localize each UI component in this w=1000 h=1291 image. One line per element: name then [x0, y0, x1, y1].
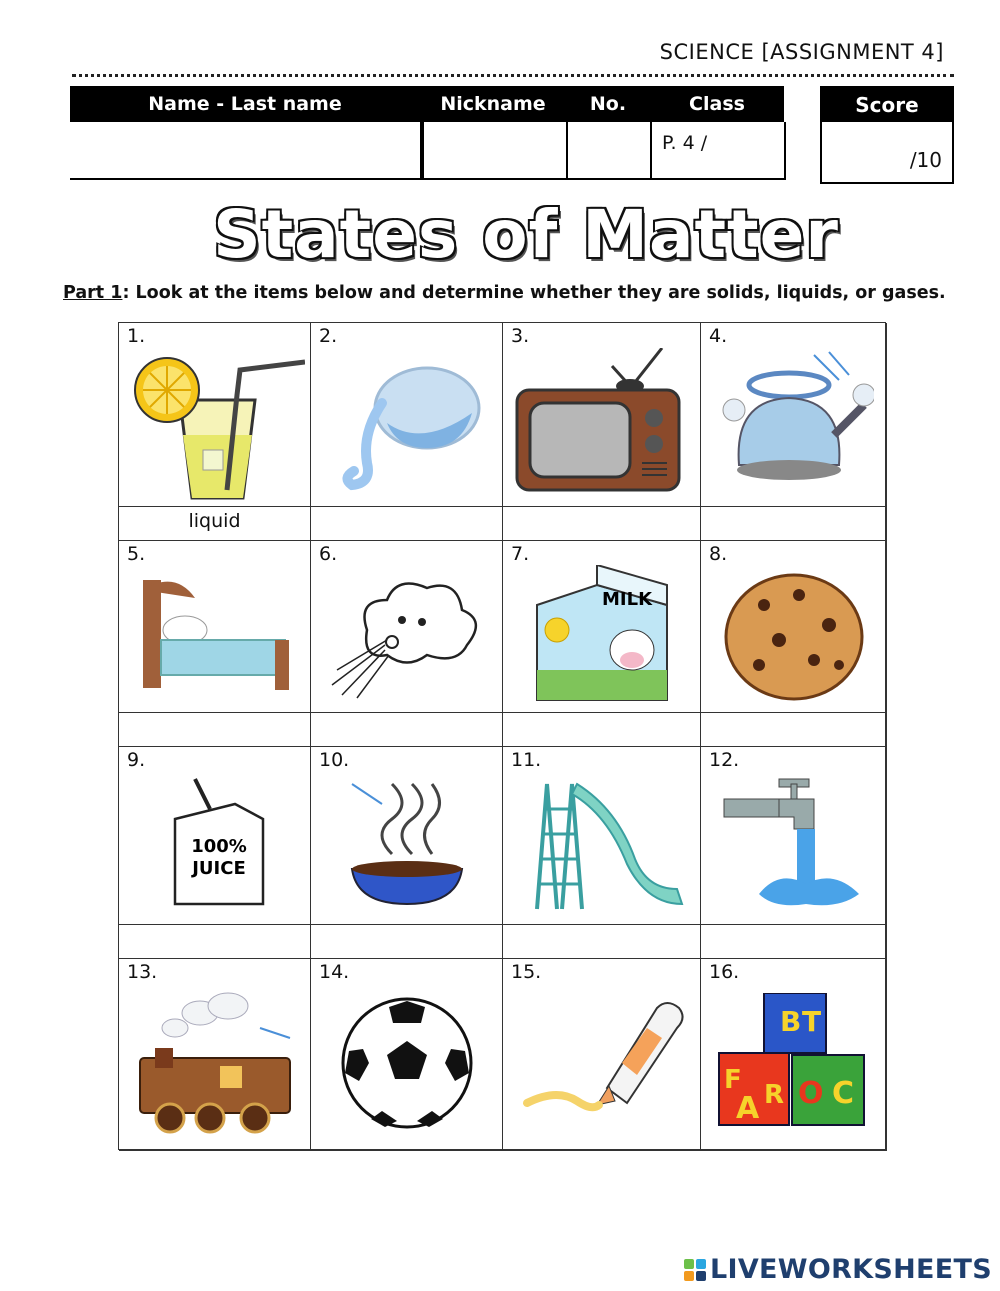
answer-field-11[interactable]	[503, 925, 701, 959]
page-title: States of Matter	[213, 196, 839, 273]
slide-icon	[517, 774, 687, 914]
item-cell-5	[119, 541, 311, 713]
television-icon	[512, 348, 692, 498]
juice-box-icon	[155, 774, 275, 914]
class-field[interactable]	[650, 122, 786, 180]
item-cell-14	[311, 959, 503, 1151]
item-cell-11	[503, 747, 701, 925]
instructions-part: Part 1	[63, 283, 123, 303]
answer-field-12[interactable]	[701, 925, 887, 959]
faucet-water-icon	[719, 774, 869, 914]
answer-field-5[interactable]	[119, 713, 311, 747]
block-letter: C	[831, 1075, 854, 1111]
pouring-water-icon	[332, 353, 482, 493]
course-label: SCIENCE [ASSIGNMENT 4]	[659, 40, 944, 64]
item-cell-1	[119, 323, 311, 507]
answer-field-6[interactable]	[311, 713, 503, 747]
item-number: 11.	[511, 749, 542, 771]
number-field[interactable]	[566, 122, 652, 180]
score-box	[820, 86, 954, 184]
item-cell-6	[311, 541, 503, 713]
item-number: 16.	[709, 961, 740, 983]
bed-icon	[135, 570, 295, 700]
toy-blocks-icon	[714, 993, 874, 1133]
nickname-field[interactable]	[422, 122, 568, 180]
train-smoke-icon	[130, 988, 300, 1138]
item-number: 2.	[319, 325, 338, 347]
item-cell-3	[503, 323, 701, 507]
item-number: 9.	[127, 749, 146, 771]
cookie-icon	[719, 565, 869, 705]
glue-bottle-icon	[517, 993, 687, 1133]
liveworksheets-logo-icon	[684, 1259, 706, 1281]
item-number: 10.	[319, 749, 350, 771]
item-number: 5.	[127, 543, 146, 565]
wind-cloud-icon	[327, 570, 487, 700]
coffee-steam-icon	[332, 774, 482, 914]
item-number: 14.	[319, 961, 350, 983]
block-letter: A	[735, 1090, 759, 1126]
answer-field-8[interactable]	[701, 713, 887, 747]
score-header: Score	[822, 88, 952, 122]
item-number: 8.	[709, 543, 728, 565]
score-total: /10	[909, 148, 942, 172]
juice-label-top: 100%	[190, 835, 247, 857]
item-number: 1.	[127, 325, 146, 347]
answer-field-3[interactable]	[503, 507, 701, 541]
answer-field-10[interactable]	[311, 925, 503, 959]
item-cell-16	[701, 959, 887, 1151]
item-cell-10	[311, 747, 503, 925]
juice-label-bottom: JUICE	[191, 857, 246, 879]
answer-field-9[interactable]	[119, 925, 311, 959]
block-letter: B	[779, 1004, 801, 1038]
item-number: 6.	[319, 543, 338, 565]
block-letter: O	[797, 1075, 824, 1111]
student-info-table	[70, 86, 786, 182]
item-number: 13.	[127, 961, 158, 983]
item-number: 3.	[511, 325, 530, 347]
brand-footer	[684, 1254, 992, 1285]
steaming-kettle-icon	[714, 350, 874, 495]
item-cell-4	[701, 323, 887, 507]
answer-field-1[interactable]: liquid	[119, 507, 311, 541]
items-grid	[118, 322, 886, 1150]
item-cell-15	[503, 959, 701, 1151]
col-class-header: Class	[650, 86, 784, 122]
item-cell-2	[311, 323, 503, 507]
brand-name: LIVEWORKSHEETS	[709, 1254, 992, 1285]
item-number: 15.	[511, 961, 542, 983]
block-letter: F	[723, 1064, 742, 1095]
item-cell-13	[119, 959, 311, 1151]
instructions	[63, 283, 946, 303]
milk-carton-icon	[527, 565, 677, 705]
instructions-text: : Look at the items below and determine whether they are solids, liquids, or gases.	[122, 283, 946, 303]
col-no-header: No.	[566, 86, 650, 122]
block-letter: T	[801, 1004, 821, 1038]
block-letter: R	[763, 1079, 784, 1110]
item-number: 4.	[709, 325, 728, 347]
item-cell-8	[701, 541, 887, 713]
item-cell-7	[503, 541, 701, 713]
soccer-ball-icon	[337, 993, 477, 1133]
answer-field-2[interactable]	[311, 507, 503, 541]
item-cell-12	[701, 747, 887, 925]
name-field[interactable]	[70, 122, 422, 180]
col-nickname-header: Nickname	[420, 86, 566, 122]
dotted-divider	[72, 74, 954, 77]
answer-field-4[interactable]	[701, 507, 887, 541]
item-number: 7.	[511, 543, 530, 565]
col-name-header: Name - Last name	[70, 86, 420, 122]
class-value: P. 4 /	[662, 132, 708, 154]
item-number: 12.	[709, 749, 740, 771]
milk-label: MILK	[601, 588, 652, 610]
answer-field-7[interactable]	[503, 713, 701, 747]
item-cell-9	[119, 747, 311, 925]
lemonade-glass-icon	[125, 340, 305, 505]
